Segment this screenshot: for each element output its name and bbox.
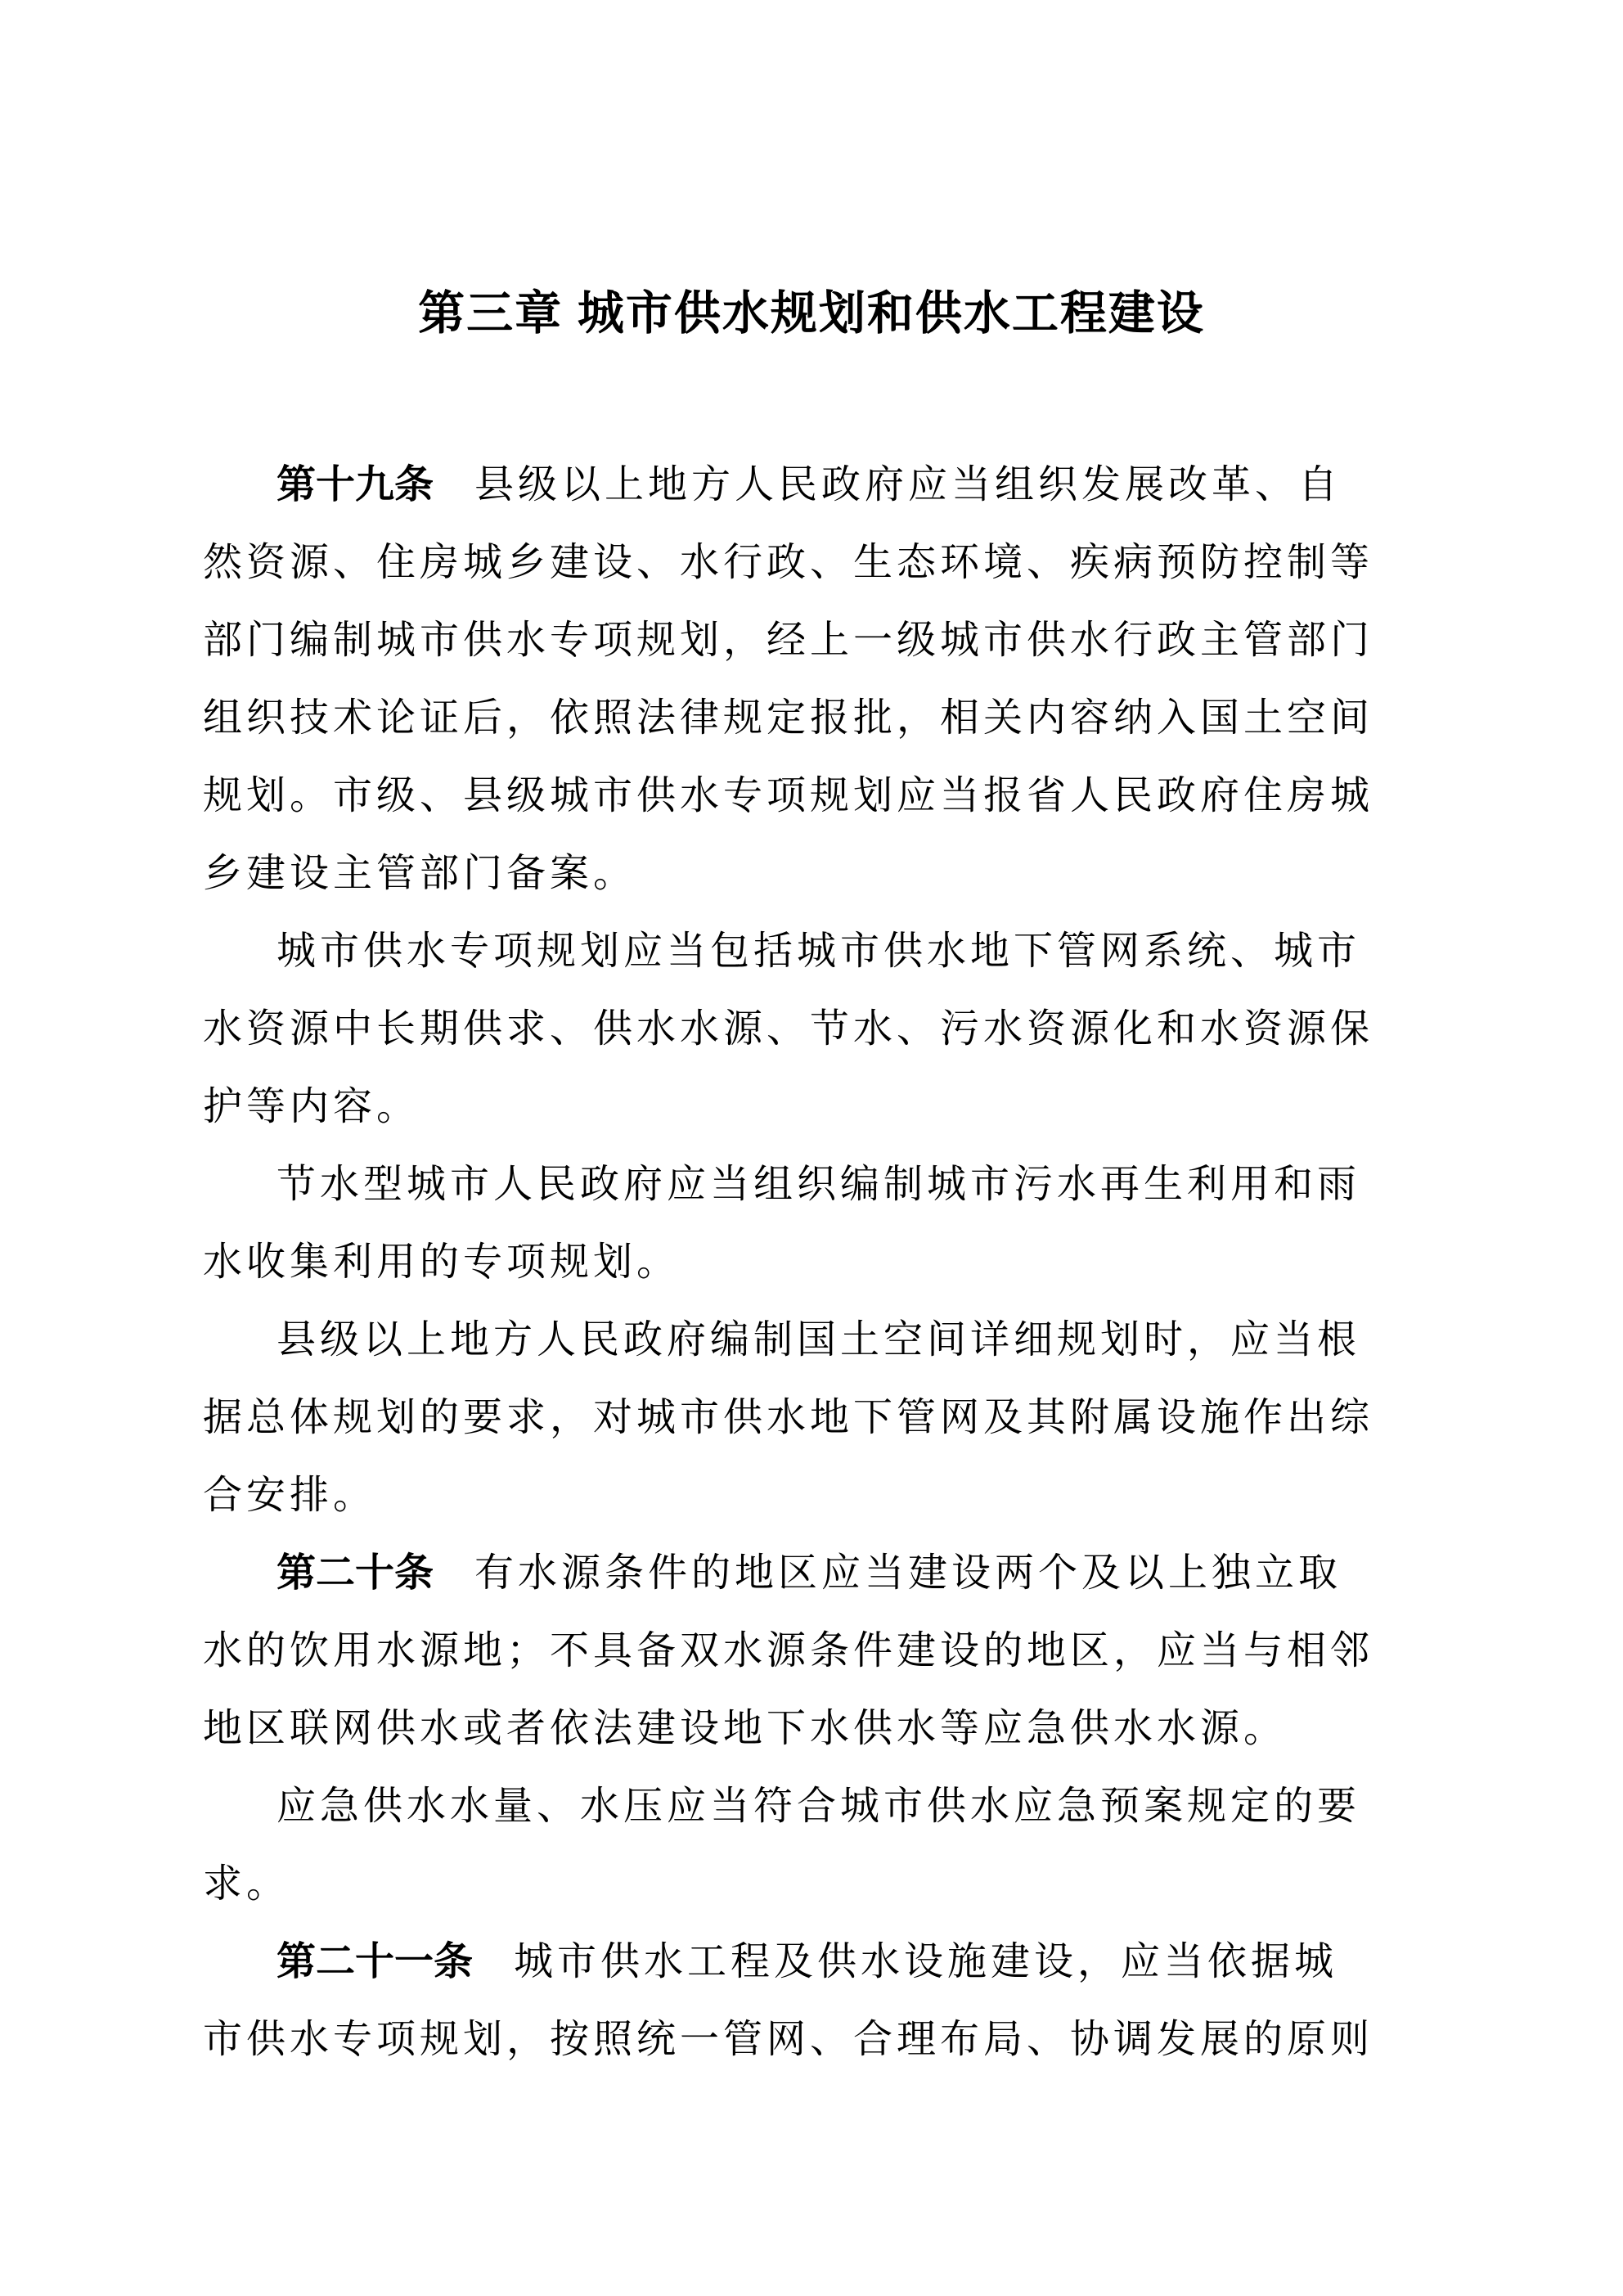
article-number-label: 第二十条	[276, 1551, 434, 1595]
text-line	[203, 835, 1387, 912]
line-text: 组织技术论证后，依照法律规定报批，相关内容纳入国土空间	[203, 696, 1374, 740]
line-text: 城市供水专项规划应当包括城市供水地下管网系统、城市	[276, 930, 1361, 973]
line-text: 应急供水水量、水压应当符合城市供水应急预案规定的要	[276, 1785, 1361, 1828]
text-line	[203, 1379, 1387, 1456]
line-text: 部门编制城市供水专项规划，经上一级城市供水行政主管部门	[203, 619, 1374, 662]
line-text: 城市供水工程及供水设施建设，应当依据城	[514, 1940, 1338, 1983]
paragraph	[203, 1534, 1387, 1767]
text-line	[203, 757, 1387, 835]
paragraph	[203, 912, 1387, 1146]
line-text: 护等内容。	[203, 1085, 420, 1128]
line-text: 市供水专项规划，按照统一管网、合理布局、协调发展的原则	[203, 2018, 1374, 2061]
text-line	[203, 1690, 1387, 1767]
text-line	[203, 1845, 1387, 1923]
text-line	[203, 1456, 1387, 1534]
line-text: 求。	[203, 1862, 290, 1906]
text-line	[203, 1301, 1387, 1379]
text-line	[203, 912, 1387, 990]
line-text: 水的饮用水源地；不具备双水源条件建设的地区，应当与相邻	[203, 1629, 1374, 1672]
line-text: 乡建设主管部门备案。	[203, 852, 637, 895]
article-number-label: 第十九条	[276, 463, 434, 506]
paragraph	[203, 1923, 1387, 2078]
paragraph	[203, 1767, 1387, 1923]
document-body	[203, 446, 1387, 2078]
text-line	[203, 1068, 1387, 1146]
paragraph	[203, 446, 1387, 912]
text-line	[203, 1767, 1387, 1845]
line-text: 地区联网供水或者依法建设地下水供水等应急供水水源。	[203, 1707, 1288, 1750]
line-text: 然资源、住房城乡建设、水行政、生态环境、疾病预防控制等	[203, 541, 1374, 584]
text-line	[203, 679, 1387, 757]
paragraph	[203, 1146, 1387, 1301]
line-text: 规划。市级、县级城市供水专项规划应当报省人民政府住房城	[203, 774, 1374, 817]
line-text: 有水源条件的地区应当建设两个及以上独立取	[474, 1551, 1342, 1595]
text-line	[203, 1534, 1387, 1612]
line-text: 县级以上地方人民政府应当组织发展改革、自	[474, 463, 1342, 506]
line-text: 合安排。	[203, 1474, 377, 1517]
text-line	[203, 1612, 1387, 1690]
text-line	[203, 1223, 1387, 1301]
paragraph	[203, 1301, 1387, 1534]
text-line	[203, 1146, 1387, 1223]
line-text: 节水型城市人民政府应当组织编制城市污水再生利用和雨	[276, 1163, 1361, 1206]
text-line	[203, 2001, 1387, 2078]
chapter-title: 第三章 城市供水规划和供水工程建设	[418, 287, 1205, 340]
line-text: 水资源中长期供求、供水水源、节水、污水资源化和水资源保	[203, 1007, 1374, 1051]
text-line	[203, 1923, 1387, 2001]
line-text: 水收集利用的专项规划。	[203, 1240, 681, 1284]
text-line	[203, 524, 1387, 601]
line-text: 县级以上地方人民政府编制国土空间详细规划时，应当根	[276, 1318, 1361, 1362]
line-text: 据总体规划的要求，对城市供水地下管网及其附属设施作出综	[203, 1396, 1374, 1439]
text-line	[203, 990, 1387, 1068]
article-number-label: 第二十一条	[276, 1940, 474, 1983]
text-line	[203, 446, 1387, 524]
text-line	[203, 601, 1387, 679]
